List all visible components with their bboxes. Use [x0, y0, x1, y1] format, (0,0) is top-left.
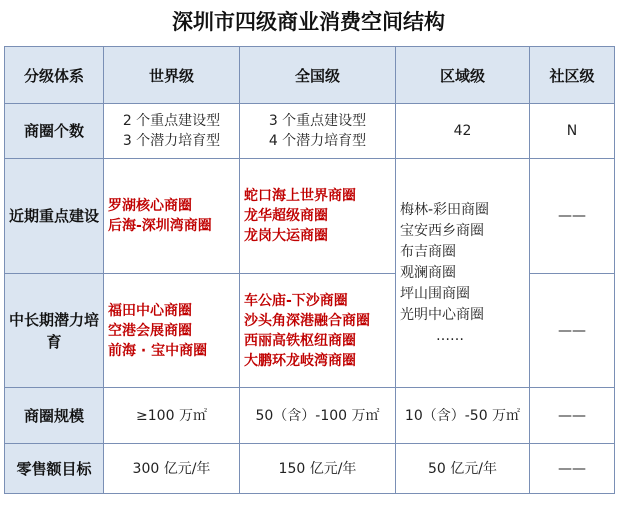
long-term-national: [240, 274, 396, 388]
near-term-national: [240, 159, 396, 274]
count-world: [104, 104, 240, 159]
retail-national: 150 亿元/年: [240, 444, 396, 494]
row-retail: [5, 444, 615, 494]
scale-regional: 10（含）-50 万㎡: [396, 388, 530, 444]
retail-world: 300 亿元/年: [104, 444, 240, 494]
count-world-line: 2 个重点建设型: [122, 113, 221, 129]
count-national-line: 3 个重点建设型: [268, 113, 367, 129]
row-label-count: 商圈个数: [5, 104, 104, 159]
row-near-term: [5, 159, 615, 274]
count-community: N: [530, 104, 615, 159]
scale-community: ——: [530, 388, 615, 444]
long-term-national-item: 沙头角深港融合商圈: [244, 312, 370, 329]
count-national-line: 4 个潜力培育型: [268, 133, 367, 149]
long-term-national-item: 大鹏环龙岐湾商圈: [244, 352, 356, 369]
long-term-world-item: 福田中心商圈: [108, 302, 192, 319]
count-regional: 42: [396, 104, 530, 159]
row-label-long-term: [5, 274, 104, 388]
regional-list-item: 宝安西乡商圈: [400, 222, 484, 239]
near-term-national-item: 蛇口海上世界商圈: [244, 188, 356, 204]
long-term-national-item: 西丽高铁枢纽商圈: [244, 332, 356, 349]
near-term-world-item: 罗湖核心商圈: [108, 198, 192, 214]
long-term-label: 中长期潜力培育: [9, 310, 100, 351]
near-term-world-item: 后海-深圳湾商圈: [108, 218, 212, 234]
row-label-near-term: [5, 159, 104, 274]
row-count: [5, 104, 615, 159]
row-scale: [5, 388, 615, 444]
commerce-structure-table: [4, 46, 615, 494]
regional-list-item: 观澜商圈: [400, 264, 456, 281]
regional-list-item: 布吉商圈: [400, 243, 456, 260]
page-title: 深圳市四级商业消费空间结构: [172, 9, 445, 34]
row-label-scale: 商圈规模: [5, 388, 104, 444]
near-term-national-item: 龙华超级商圈: [244, 208, 328, 224]
regional-list: [396, 159, 530, 388]
regional-list-item: ……: [436, 327, 464, 344]
header-tier: 分级体系: [5, 47, 104, 104]
header-community: 社区级: [530, 47, 615, 104]
regional-list-item: 梅林-彩田商圈: [400, 201, 490, 218]
long-term-world-item: 空港会展商圈: [108, 322, 192, 339]
header-row: [5, 47, 615, 104]
scale-world: ≥100 万㎡: [104, 388, 240, 444]
near-term-world: [104, 159, 240, 274]
row-label-retail: 零售额目标: [5, 444, 104, 494]
count-national: [240, 104, 396, 159]
near-term-national-item: 龙岗大运商圈: [244, 228, 328, 244]
retail-community: ——: [530, 444, 615, 494]
long-term-national-item: 车公庙-下沙商圈: [244, 292, 348, 309]
regional-list-item: 光明中心商圈: [400, 306, 484, 323]
regional-list-item: 坪山围商圈: [400, 285, 470, 302]
near-term-label: 近期重点建设: [9, 207, 100, 225]
header-world: 世界级: [104, 47, 240, 104]
scale-national: 50（含）-100 万㎡: [240, 388, 396, 444]
long-term-world-item: 前海 · 宝中商圈: [108, 342, 208, 359]
count-world-line: 3 个潜力培育型: [122, 133, 221, 149]
near-term-community: ——: [530, 159, 615, 274]
retail-regional: 50 亿元/年: [396, 444, 530, 494]
long-term-community: ——: [530, 274, 615, 388]
long-term-world: [104, 274, 240, 388]
header-national: 全国级: [240, 47, 396, 104]
header-regional: 区域级: [396, 47, 530, 104]
